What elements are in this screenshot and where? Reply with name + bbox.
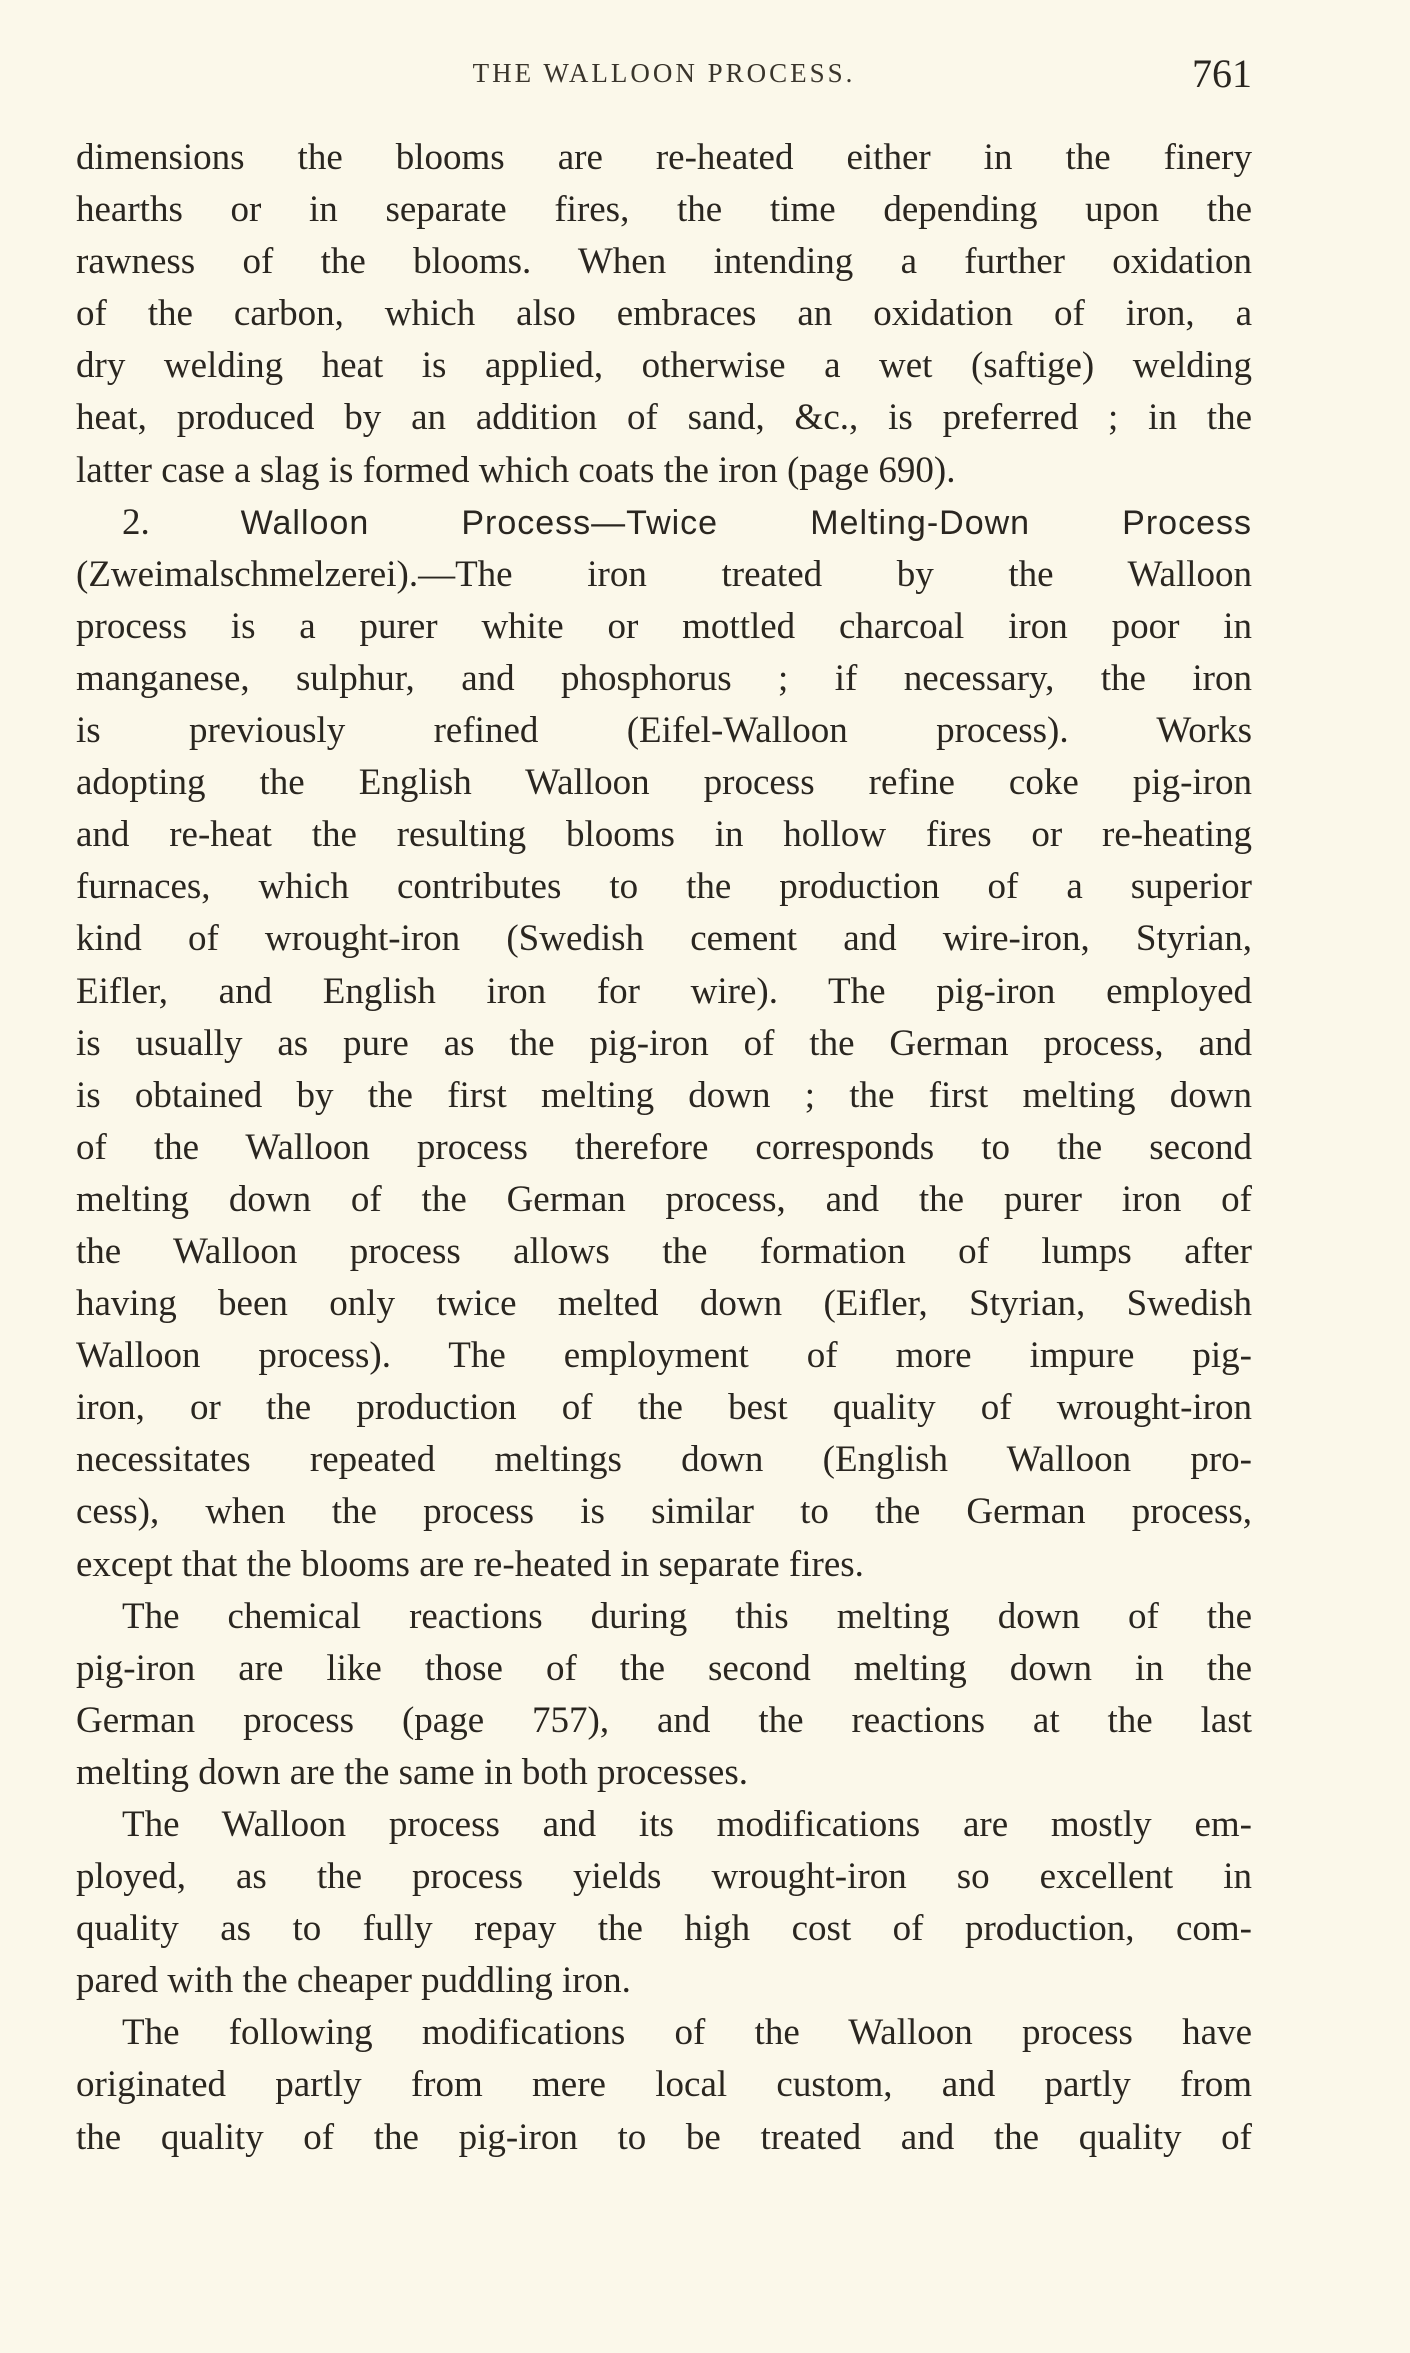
text-line: The following modifications of the Walloon process have — [122, 2012, 1252, 2054]
page-header — [76, 50, 1252, 110]
text-line: is previously refined (Eifel-Walloon process). Works — [76, 710, 1252, 752]
text-line: originated partly from mere local custom, and partly from — [76, 2064, 1252, 2106]
text-line: The Walloon process and its modifications are mostly em- — [122, 1804, 1252, 1845]
running-head: THE WALLOON PROCESS. — [472, 58, 856, 88]
text-line: adopting the English Walloon process refine coke pig-iron — [76, 762, 1252, 804]
text-line: of the Walloon process therefore corresponds to the second — [76, 1126, 1252, 1168]
text-line: ployed, as the process yields wrought-iron so excellent in — [76, 1856, 1252, 1898]
text-line: The chemical reactions during this melting down of the — [122, 1595, 1252, 1637]
text-line: German process (page 757), and the reactions at the last — [76, 1699, 1252, 1741]
text-line: Walloon process). The employment of more impure pig- — [76, 1335, 1252, 1377]
text-line: except that the blooms are re-heated in separate fires. — [76, 1543, 864, 1585]
text-line: having been only twice melted down (Eifler, Styrian, Swedish — [76, 1283, 1252, 1325]
text-line: (Zweimalschmelzerei).—The iron treated by the Walloon — [76, 553, 1252, 595]
text-line: dimensions the blooms are re-heated either in the finery — [76, 137, 1252, 178]
page-number: 761 — [1192, 51, 1252, 96]
text-line: rawness of the blooms. When intending a further oxidation — [76, 241, 1252, 283]
text-line: the Walloon process allows the formation of lumps after — [76, 1230, 1252, 1272]
section-heading-number: 2. — [122, 501, 150, 543]
text-line: heat, produced by an addition of sand, &c., is preferred ; in the — [76, 397, 1252, 439]
text-line: pig-iron are like those of the second melting down in the — [76, 1647, 1252, 1689]
text-line: melting down of the German process, and the purer iron of — [76, 1178, 1252, 1220]
text-line: kind of wrought-iron (Swedish cement and wire-iron, Styrian, — [76, 918, 1252, 960]
text-line: is obtained by the first melting down ; the first melting down — [76, 1074, 1252, 1116]
text-line: process is a purer white or mottled charcoal iron poor in — [76, 605, 1252, 647]
text-line: latter case a slag is formed which coats the iron (page 690). — [76, 449, 956, 491]
text-line: manganese, sulphur, and phosphorus ; if necessary, the iron — [76, 657, 1252, 699]
text-line: pared with the cheaper puddling iron. — [76, 1960, 631, 2002]
section-heading — [76, 497, 1252, 549]
text-line: quality as to fully repay the high cost of production, com- — [76, 1908, 1252, 1950]
text-line: furnaces, which contributes to the production of a superior — [76, 866, 1252, 908]
text-line: is usually as pure as the pig-iron of the German process, and — [76, 1022, 1252, 1064]
text-line: hearths or in separate fires, the time depending upon the — [76, 189, 1252, 231]
text-line: necessitates repeated meltings down (English Walloon pro- — [76, 1439, 1252, 1481]
text-line: iron, or the production of the best quality of wrought-iron — [76, 1387, 1252, 1429]
text-line: of the carbon, which also embraces an oxidation of iron, a — [76, 293, 1252, 335]
text-line: Eifler, and English iron for wire). The pig-iron employed — [76, 970, 1252, 1012]
text-line: melting down are the same in both processes. — [76, 1751, 748, 1793]
text-line: dry welding heat is applied, otherwise a wet (saftige) welding — [76, 345, 1252, 387]
body-text — [76, 132, 1252, 2164]
section-heading-title: Walloon Process—Twice Melting-Down Process — [240, 503, 1252, 542]
text-line: cess), when the process is similar to the German process, — [76, 1491, 1252, 1533]
text-line: and re-heat the resulting blooms in hollow fires or re-heating — [76, 814, 1252, 856]
text-line: the quality of the pig-iron to be treated and the quality of — [76, 2116, 1252, 2158]
